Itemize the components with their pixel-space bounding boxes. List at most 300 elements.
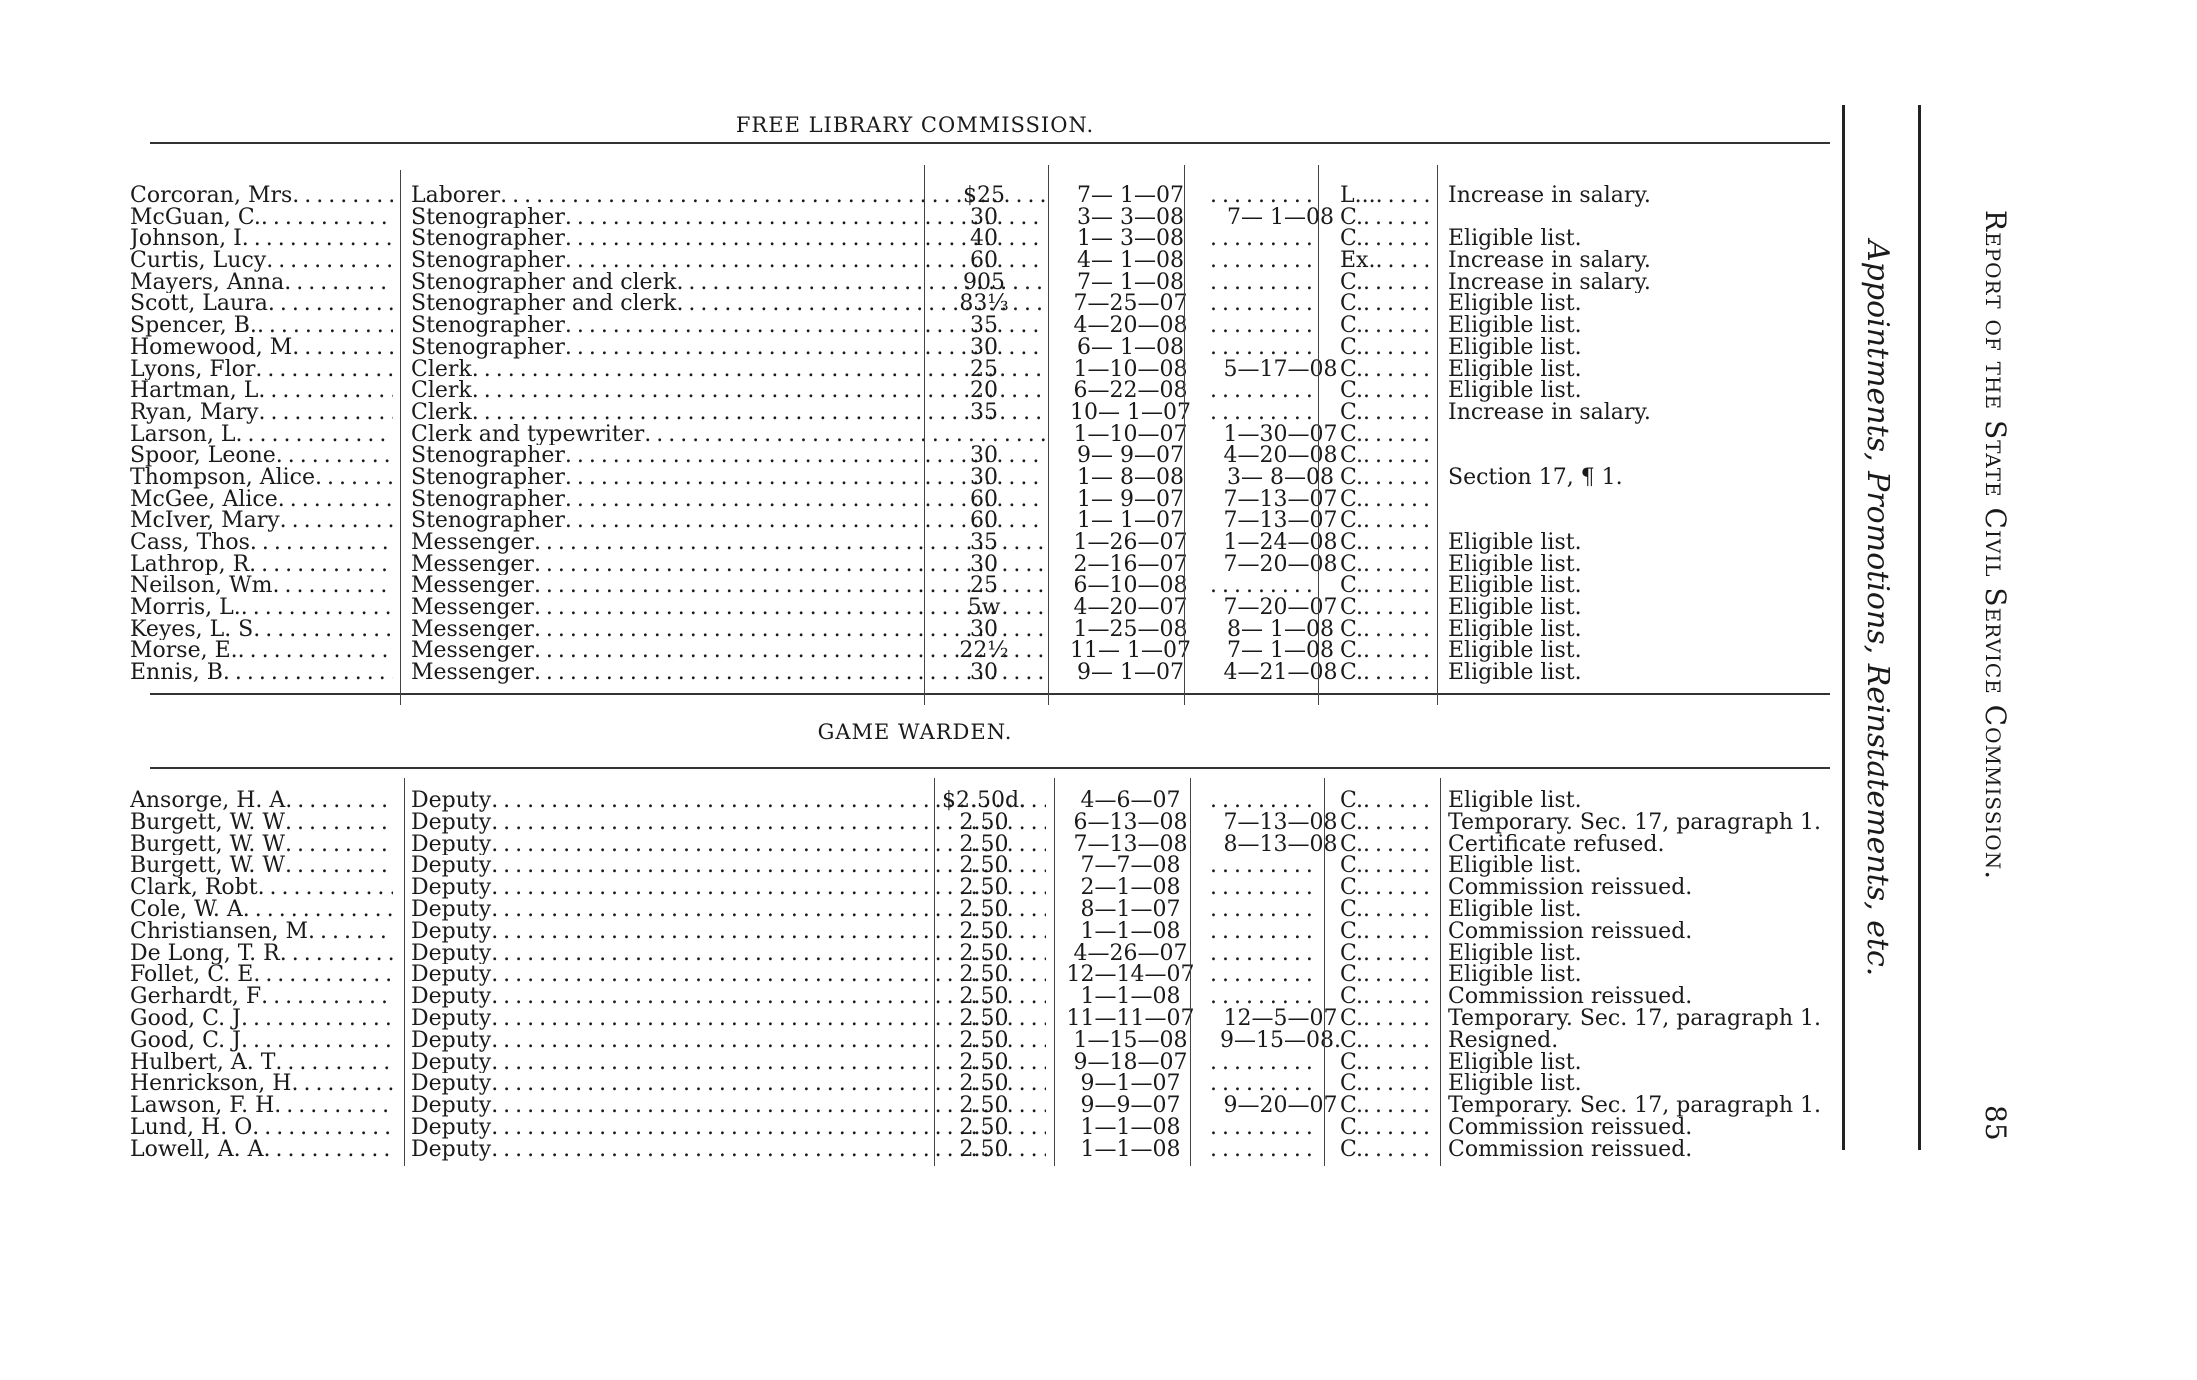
leader-dots xyxy=(1363,1073,1435,1095)
leader-dots xyxy=(1363,877,1435,899)
status-code-text: C. xyxy=(1340,358,1364,381)
status-code-text: C. xyxy=(1340,1007,1364,1030)
employee-name xyxy=(130,986,393,1008)
employee-name xyxy=(130,619,393,641)
employee-name-text: Gerhardt, F xyxy=(130,986,262,1008)
date-terminated: 4—20—08 xyxy=(1223,445,1338,467)
leader-dots xyxy=(1363,662,1435,684)
date-terminated-empty xyxy=(1210,1073,1320,1095)
status-code-text: C. xyxy=(1340,401,1364,424)
status-code xyxy=(1340,877,1435,899)
table-row xyxy=(130,1139,1850,1161)
position-title-text: Deputy xyxy=(411,1116,492,1139)
status-code xyxy=(1340,185,1435,207)
leader-dots xyxy=(253,964,393,986)
remark: Eligible list. xyxy=(1448,380,1582,402)
date-terminated: 9—20—07 xyxy=(1223,1095,1338,1117)
status-code xyxy=(1340,1073,1435,1095)
date-appointed: 6—13—08 xyxy=(1073,811,1188,834)
position-title-text: Messenger xyxy=(411,597,534,619)
remark: Increase in salary. xyxy=(1448,271,1651,294)
position-title-text: Clerk xyxy=(411,401,472,424)
status-code-text: C. xyxy=(1340,855,1364,878)
employee-name-text: Corcoran, Mrs xyxy=(130,185,293,207)
employee-name xyxy=(130,899,393,921)
salary: 2.50 xyxy=(959,942,1009,965)
date-terminated-empty xyxy=(1210,293,1320,315)
employee-name-text: Burgett, W. W xyxy=(130,811,285,834)
status-code-text: C. xyxy=(1340,315,1364,337)
table-row xyxy=(130,467,1850,489)
position-title-text: Messenger xyxy=(411,532,534,554)
remark: Temporary. Sec. 17, paragraph 1. xyxy=(1448,1007,1821,1030)
side-subtitle: Appointments, Promotions, Reinstatements, etc. xyxy=(1860,240,1895,977)
leader-dots xyxy=(257,315,393,337)
table-row xyxy=(130,359,1850,381)
date-appointed: 9—9—07 xyxy=(1080,1095,1181,1117)
leader-dots xyxy=(242,228,393,250)
leader-dots xyxy=(1363,489,1435,511)
position-title-text: Deputy xyxy=(411,898,492,921)
employee-name xyxy=(130,380,393,402)
employee-name xyxy=(130,402,393,424)
table-row xyxy=(130,293,1850,315)
salary: 30 xyxy=(970,553,998,576)
leader-dots xyxy=(1363,445,1435,467)
date-appointed: 1—1—08 xyxy=(1080,920,1181,943)
salary: 2.50 xyxy=(959,1095,1009,1117)
position-title-text: Deputy xyxy=(411,942,492,965)
side-report-title: Report of the State Civil Service Commission. xyxy=(1979,210,2012,881)
status-code xyxy=(1340,1052,1435,1074)
employee-name xyxy=(130,510,393,532)
salary: 30 xyxy=(970,618,998,641)
date-terminated-empty xyxy=(1210,575,1320,597)
remark: Increase in salary. xyxy=(1448,185,1651,207)
leader-dots xyxy=(292,185,393,207)
col-line xyxy=(1184,165,1185,705)
date-appointed: 9— 1—07 xyxy=(1077,662,1184,684)
position-title-text: Deputy xyxy=(411,1095,492,1117)
col-line xyxy=(1048,165,1049,705)
salary: 25 xyxy=(970,575,998,598)
date-appointed: 2—16—07 xyxy=(1073,553,1188,576)
leader-dots xyxy=(1363,812,1435,834)
remark: Section 17, ¶ 1. xyxy=(1448,466,1623,489)
leader-dots xyxy=(241,597,393,619)
leader-dots xyxy=(241,1008,393,1030)
employee-name xyxy=(130,489,393,511)
col-line xyxy=(1324,778,1325,1166)
leader-dots xyxy=(1363,424,1435,446)
status-code-text: C. xyxy=(1340,986,1364,1008)
leader-dots xyxy=(1363,359,1435,381)
col-line xyxy=(1437,165,1438,705)
employee-name xyxy=(130,943,393,965)
leader-dots xyxy=(1363,554,1435,576)
employee-name-text: Scott, Laura xyxy=(130,293,268,316)
date-terminated: 7—20—07 xyxy=(1223,597,1338,619)
status-code-text: L... xyxy=(1340,185,1376,207)
table-row xyxy=(130,402,1850,424)
margin-rule xyxy=(1842,105,1845,1150)
salary: 35 xyxy=(970,532,998,554)
employee-name-text: Ennis, B xyxy=(130,662,223,684)
employee-name-text: Ansorge, H. A xyxy=(130,790,286,812)
employee-name-text: Lathrop, R xyxy=(130,553,250,576)
col-line xyxy=(404,778,405,1166)
employee-name-text: Ryan, Mary xyxy=(130,401,259,424)
remark: Eligible list. xyxy=(1448,575,1582,598)
status-code xyxy=(1340,790,1435,812)
date-terminated-empty xyxy=(1210,986,1320,1008)
employee-name xyxy=(130,272,393,294)
leader-dots xyxy=(1363,640,1435,662)
col-line xyxy=(924,165,925,705)
margin-rule xyxy=(1918,105,1921,1150)
leader-dots xyxy=(264,1139,393,1161)
status-code-text: C. xyxy=(1340,877,1364,899)
position-title-text: Messenger xyxy=(411,553,534,576)
status-code-text: C. xyxy=(1340,553,1364,576)
leader-dots xyxy=(275,1052,393,1074)
status-code-text: C. xyxy=(1340,510,1364,533)
status-code xyxy=(1340,575,1435,597)
employee-name xyxy=(130,662,393,684)
table-row xyxy=(130,640,1850,662)
table-row xyxy=(130,1052,1850,1074)
table-row xyxy=(130,250,1850,272)
status-code-text: C. xyxy=(1340,423,1364,446)
table-row xyxy=(130,855,1850,877)
table-row xyxy=(130,790,1850,812)
col-line xyxy=(1054,778,1055,1166)
date-appointed: 10— 1—07 xyxy=(1070,401,1191,424)
employee-name-text: Lawson, F. H xyxy=(130,1095,275,1117)
salary: 30 xyxy=(970,445,998,467)
salary: 2.50 xyxy=(959,1116,1009,1139)
salary: 5w xyxy=(967,597,1001,619)
leader-dots xyxy=(1363,834,1435,856)
employee-name xyxy=(130,1095,393,1117)
employee-name-text: Follet, C. E xyxy=(130,964,254,987)
leader-dots xyxy=(1363,855,1435,877)
salary: 2.50 xyxy=(959,1007,1009,1030)
date-appointed: 1—26—07 xyxy=(1073,532,1188,554)
position-title-text: Deputy xyxy=(411,833,492,856)
leader-dots xyxy=(1363,899,1435,921)
employee-name xyxy=(130,790,393,812)
leader-dots xyxy=(292,337,393,359)
date-terminated: 7—13—07 xyxy=(1223,488,1338,511)
position-title-text: Stenographer and clerk xyxy=(411,293,677,316)
employee-name-text: Spencer, B. xyxy=(130,315,257,337)
date-appointed: 7—25—07 xyxy=(1073,293,1188,316)
employee-name xyxy=(130,575,393,597)
employee-name-text: Hulbert, A. T xyxy=(130,1051,276,1074)
position-title-text: Deputy xyxy=(411,1007,492,1030)
date-appointed: 7— 1—08 xyxy=(1077,271,1184,294)
position-title-text: Deputy xyxy=(411,986,492,1008)
date-terminated-empty xyxy=(1210,315,1320,337)
position-title-text: Clerk xyxy=(411,358,472,381)
leader-dots xyxy=(236,424,393,446)
status-code xyxy=(1340,359,1435,381)
position-title-text: Deputy xyxy=(411,1138,492,1161)
employee-name xyxy=(130,921,393,943)
table-row xyxy=(130,964,1850,986)
date-terminated: 1—30—07 xyxy=(1223,423,1338,446)
date-appointed: 6—10—08 xyxy=(1073,575,1188,598)
employee-name xyxy=(130,359,393,381)
leader-dots xyxy=(1363,207,1435,229)
leader-dots xyxy=(261,207,393,229)
status-code xyxy=(1340,921,1435,943)
table-row xyxy=(130,943,1850,965)
remark: Eligible list. xyxy=(1448,942,1582,965)
status-code-text: C. xyxy=(1340,920,1364,943)
leader-dots xyxy=(274,1095,393,1117)
date-terminated: 9—15—08. xyxy=(1220,1029,1341,1052)
leader-dots xyxy=(1363,619,1435,641)
leader-dots xyxy=(308,921,393,943)
date-appointed: 1— 1—07 xyxy=(1077,510,1184,533)
date-terminated: 7—13—07 xyxy=(1223,510,1338,533)
status-code xyxy=(1340,532,1435,554)
status-code xyxy=(1340,834,1435,856)
position-title-text: Deputy xyxy=(411,855,492,878)
date-terminated-empty xyxy=(1210,1139,1320,1161)
status-code xyxy=(1340,467,1435,489)
status-code-text: C. xyxy=(1340,898,1364,921)
employee-name xyxy=(130,185,393,207)
employee-name-text: Larson, L xyxy=(130,423,236,446)
table-row xyxy=(130,812,1850,834)
date-appointed: 1—25—08 xyxy=(1073,618,1188,641)
leader-dots xyxy=(280,943,393,965)
date-terminated: 7—20—08 xyxy=(1223,553,1338,576)
employee-name xyxy=(130,467,393,489)
status-code-text: Ex. xyxy=(1340,250,1376,272)
status-code xyxy=(1340,899,1435,921)
status-code-text: C. xyxy=(1340,206,1364,229)
status-code-text: C. xyxy=(1340,662,1364,684)
date-appointed: 1—15—08 xyxy=(1073,1029,1188,1052)
employee-name xyxy=(130,337,393,359)
remark: Eligible list. xyxy=(1448,1051,1582,1074)
status-code-text: C. xyxy=(1340,1116,1364,1139)
status-code xyxy=(1340,424,1435,446)
date-terminated: 7— 1—08 xyxy=(1227,640,1334,663)
status-code-text: C. xyxy=(1340,228,1364,251)
employee-name-text: Clark, Robt xyxy=(130,877,258,899)
employee-name-text: Homewood, M xyxy=(130,336,293,359)
leader-dots xyxy=(1363,402,1435,424)
remark: Increase in salary. xyxy=(1448,401,1651,424)
employee-name xyxy=(130,855,393,877)
table-row xyxy=(130,619,1850,641)
table-row xyxy=(130,899,1850,921)
status-code-text: C. xyxy=(1340,1029,1364,1052)
date-terminated: 4—21—08 xyxy=(1223,662,1338,684)
leader-dots xyxy=(1363,1117,1435,1139)
date-appointed: 12—14—07 xyxy=(1066,964,1195,987)
status-code xyxy=(1340,402,1435,424)
salary: 35 xyxy=(970,315,998,337)
position-title-text: Deputy xyxy=(411,1029,492,1052)
employee-name-text: Mayers, Anna xyxy=(130,271,285,294)
status-code xyxy=(1340,662,1435,684)
status-code xyxy=(1340,380,1435,402)
position-title-text: Stenographer xyxy=(411,206,565,229)
section-rule-divider xyxy=(150,693,1830,695)
position-title-text: Deputy xyxy=(411,1051,492,1074)
date-terminated: 8—13—08 xyxy=(1223,833,1338,856)
remark: Resigned. xyxy=(1448,1029,1559,1052)
date-appointed: 1—1—08 xyxy=(1080,1138,1181,1161)
date-terminated-empty xyxy=(1210,877,1320,899)
employee-name-text: McGuan, C. xyxy=(130,206,261,229)
status-code xyxy=(1340,489,1435,511)
table-row xyxy=(130,510,1850,532)
date-appointed: 4—20—07 xyxy=(1073,597,1188,619)
leader-dots xyxy=(280,510,393,532)
salary: $25 xyxy=(963,185,1005,207)
date-terminated: 7— 1—08 xyxy=(1227,206,1334,229)
date-terminated-empty xyxy=(1210,185,1320,207)
employee-name-text: Henrickson, H xyxy=(130,1073,292,1096)
position-title-text: Stenographer xyxy=(411,336,565,359)
status-code-text: C. xyxy=(1340,942,1364,965)
position-title-text: Deputy xyxy=(411,811,492,834)
page-number: 85 xyxy=(1979,1105,2012,1141)
salary: 40 xyxy=(970,228,998,251)
position-title-text: Messenger xyxy=(411,575,534,598)
leader-dots xyxy=(1363,1139,1435,1161)
remark: Eligible list. xyxy=(1448,293,1582,316)
table-row xyxy=(130,554,1850,576)
employee-name-text: Keyes, L. S xyxy=(130,618,254,641)
remark: Eligible list. xyxy=(1448,597,1582,619)
position-title-text: Stenographer xyxy=(411,488,565,511)
remark: Commission reissued. xyxy=(1448,920,1693,943)
status-code xyxy=(1340,272,1435,294)
remark: Eligible list. xyxy=(1448,553,1582,576)
table-row xyxy=(130,575,1850,597)
date-appointed: 3— 3—08 xyxy=(1077,206,1184,229)
remark: Commission reissued. xyxy=(1448,1116,1693,1139)
date-terminated-empty xyxy=(1210,943,1320,965)
employee-name xyxy=(130,877,393,899)
employee-name-text: Morse, E. xyxy=(130,640,238,663)
employee-name-text: Cass, Thos xyxy=(130,532,250,554)
leader-dots xyxy=(253,619,393,641)
employee-name xyxy=(130,532,393,554)
section-rule-game-warden xyxy=(150,767,1830,769)
status-code xyxy=(1340,510,1435,532)
employee-name-text: Lund, H. O xyxy=(130,1116,253,1139)
date-appointed: 6—22—08 xyxy=(1073,380,1188,402)
position-title-text: Deputy xyxy=(411,790,492,812)
date-appointed: 8—1—07 xyxy=(1080,898,1181,921)
table-row xyxy=(130,315,1850,337)
salary: 2.50 xyxy=(959,920,1009,943)
status-code xyxy=(1340,986,1435,1008)
salary: 2.50 xyxy=(959,1029,1009,1052)
date-appointed: 9— 9—07 xyxy=(1077,445,1184,467)
remark: Commission reissued. xyxy=(1448,1138,1693,1161)
status-code xyxy=(1340,619,1435,641)
leader-dots xyxy=(278,489,393,511)
status-code xyxy=(1340,445,1435,467)
date-appointed: 1— 3—08 xyxy=(1077,228,1184,251)
date-terminated: 1—24—08 xyxy=(1223,532,1338,554)
date-terminated-empty xyxy=(1210,790,1320,812)
leader-dots xyxy=(1363,575,1435,597)
employee-name xyxy=(130,1008,393,1030)
date-terminated-empty xyxy=(1210,380,1320,402)
employee-name-text: Neilson, Wm xyxy=(130,575,273,598)
leader-dots xyxy=(1363,943,1435,965)
date-appointed: 1— 9—07 xyxy=(1077,488,1184,511)
date-appointed: 6— 1—08 xyxy=(1077,336,1184,359)
status-code xyxy=(1340,812,1435,834)
remark: Eligible list. xyxy=(1448,1073,1582,1096)
status-code-text: C. xyxy=(1340,466,1364,489)
position-title xyxy=(411,424,1046,446)
date-appointed: 9—18—07 xyxy=(1073,1051,1188,1074)
position-title-text: Stenographer xyxy=(411,228,565,251)
employee-name-text: McGee, Alice xyxy=(130,488,278,511)
position-title-text: Clerk and typewriter xyxy=(411,423,645,446)
date-appointed: 9—1—07 xyxy=(1080,1073,1181,1096)
status-code xyxy=(1340,640,1435,662)
status-code-text: C. xyxy=(1340,811,1364,834)
col-line xyxy=(1440,778,1441,1166)
status-code-text: C. xyxy=(1340,640,1364,663)
table-row xyxy=(130,1073,1850,1095)
leader-dots xyxy=(1363,510,1435,532)
employee-name-text: Christiansen, M xyxy=(130,920,308,943)
leader-dots xyxy=(1376,185,1435,207)
status-code xyxy=(1340,315,1435,337)
employee-name xyxy=(130,812,393,834)
date-terminated: 3— 8—08 xyxy=(1227,466,1334,489)
status-code-text: C. xyxy=(1340,790,1364,812)
employee-name xyxy=(130,834,393,856)
position-title-text: Stenographer xyxy=(411,466,565,489)
employee-name xyxy=(130,640,393,662)
salary: 2.50 xyxy=(959,964,1009,987)
date-appointed: 11— 1—07 xyxy=(1070,640,1191,663)
leader-dots xyxy=(241,1030,393,1052)
date-appointed: 7— 1—07 xyxy=(1077,185,1184,207)
date-terminated: 5—17—08 xyxy=(1223,358,1338,381)
remark: Eligible list. xyxy=(1448,640,1582,663)
leader-dots xyxy=(315,467,393,489)
status-code xyxy=(1340,1095,1435,1117)
date-terminated-empty xyxy=(1210,402,1320,424)
leader-dots xyxy=(1363,1052,1435,1074)
leader-dots xyxy=(268,293,393,315)
leader-dots xyxy=(285,855,393,877)
remark: Certificate refused. xyxy=(1448,833,1665,856)
salary: 30 xyxy=(970,662,998,684)
salary: 2.50 xyxy=(959,1138,1009,1161)
employee-name xyxy=(130,1117,393,1139)
employee-name xyxy=(130,1052,393,1074)
remark: Eligible list. xyxy=(1448,315,1582,337)
